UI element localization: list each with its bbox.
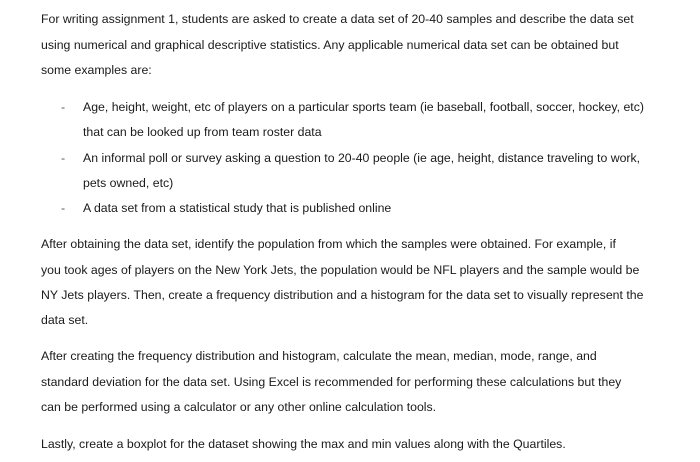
list-item-line: A data set from a statistical study that is published online bbox=[83, 201, 392, 215]
boxplot-line-1: Lastly, create a boxplot for the dataset showing the max and min values along with the Quartiles. bbox=[41, 437, 566, 451]
intro-line-3: some examples are: bbox=[41, 63, 152, 77]
intro-line-2: using numerical and graphical descriptive statistics. Any applicable numerical data set can be obtained but bbox=[41, 38, 619, 52]
list-item-line: pets owned, etc) bbox=[83, 176, 174, 190]
population-line-4: data set. bbox=[41, 313, 89, 327]
bullet-marker: - bbox=[61, 100, 66, 114]
list-item-line: that can be looked up from team roster data bbox=[83, 125, 322, 139]
population-line-1: After obtaining the data set, identify the population from which the samples were obtained. For example, if bbox=[41, 237, 616, 251]
statistics-line-2: standard deviation for the data set. Using Excel is recommended for performing these calculations but they bbox=[41, 375, 622, 389]
statistics-line-3: can be performed using a calculator or any other online calculation tools. bbox=[41, 400, 437, 414]
population-line-3: NY Jets players. Then, create a frequency distribution and a histogram for the data set to visually represent the bbox=[41, 288, 644, 302]
statistics-line-1: After creating the frequency distribution and histogram, calculate the mean, median, mode, range, and bbox=[41, 349, 597, 363]
bullet-marker: - bbox=[61, 151, 66, 165]
bullet-marker: - bbox=[61, 201, 66, 215]
list-item-line: An informal poll or survey asking a question to 20-40 people (ie age, height, distance traveling to work, bbox=[83, 151, 641, 165]
population-line-2: you took ages of players on the New York Jets, the population would be NFL players and the sample would be bbox=[41, 263, 640, 277]
intro-line-1: For writing assignment 1, students are asked to create a data set of 20-40 samples and describe the data set bbox=[41, 12, 634, 26]
list-item-line: Age, height, weight, etc of players on a particular sports team (ie baseball, football, soccer, hockey, etc) bbox=[83, 100, 644, 114]
